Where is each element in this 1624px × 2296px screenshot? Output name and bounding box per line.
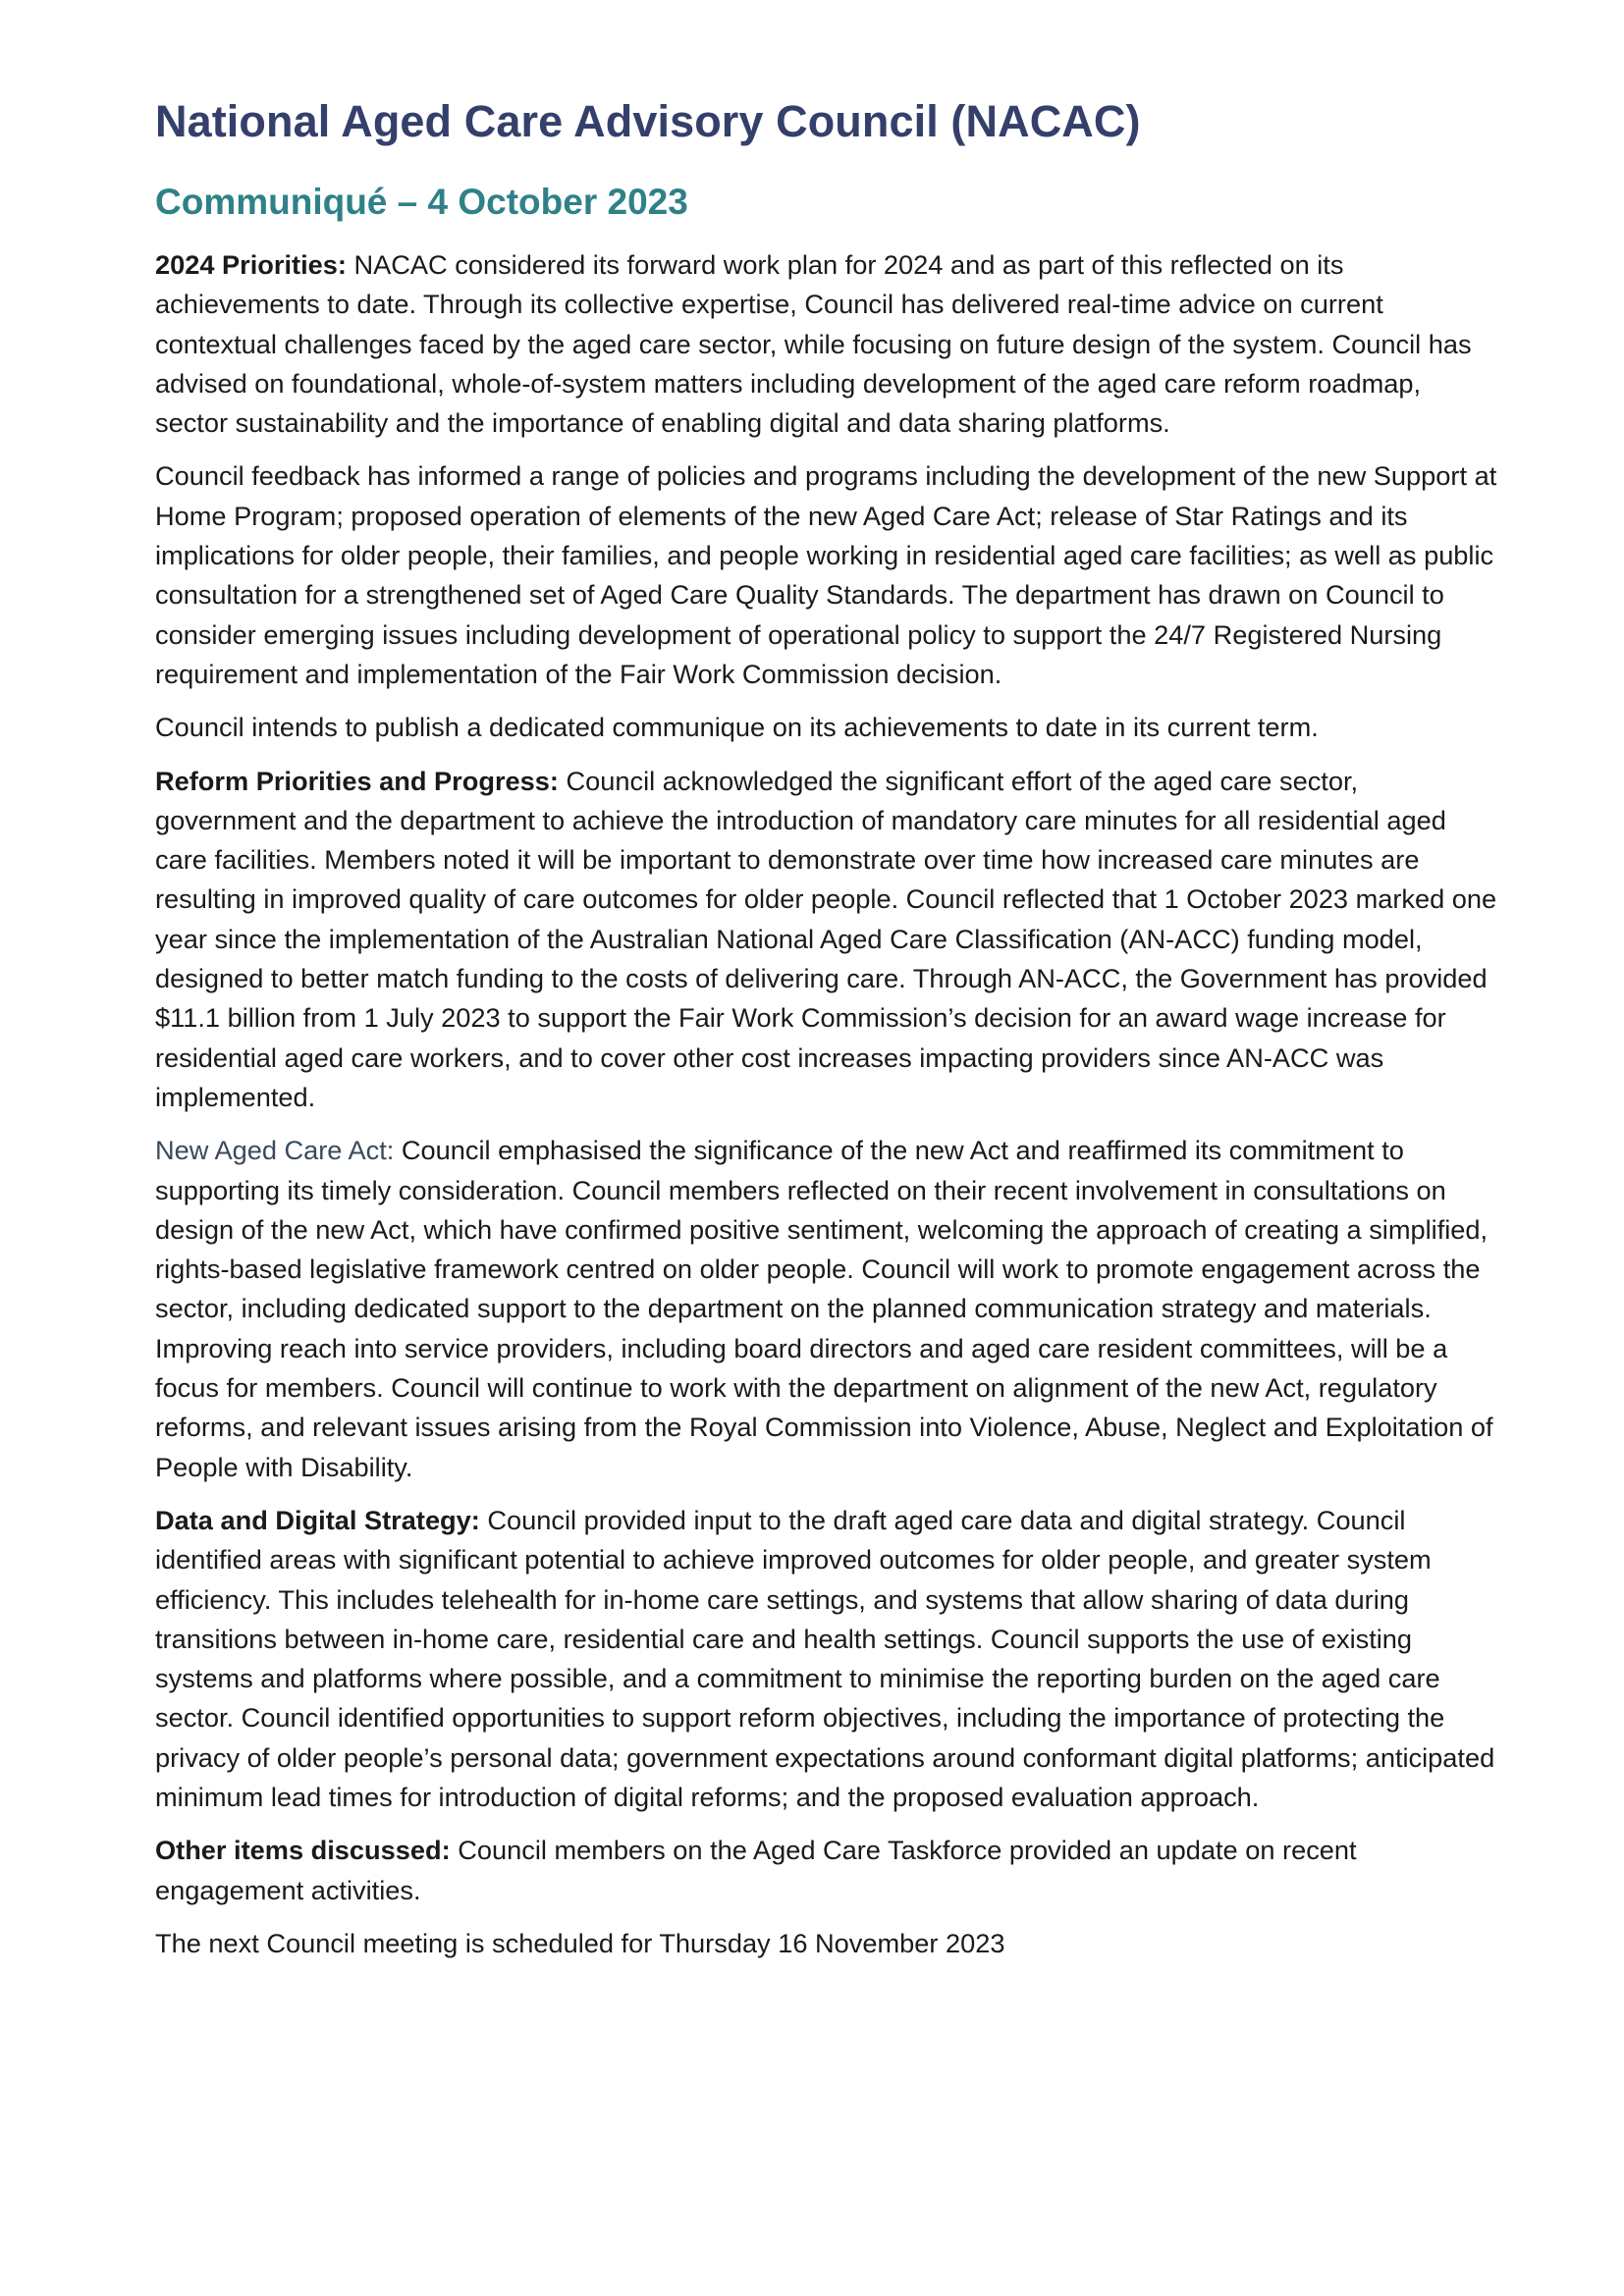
paragraph-other-items (155, 1831, 1500, 1910)
section-label-reform-priorities: Reform Priorities and Progress: (155, 765, 559, 796)
document-page (155, 92, 1500, 1963)
section-label-data-digital: Data and Digital Strategy: (155, 1504, 480, 1535)
section-text-council-feedback: Council feedback has informed a range of policies and programs including the development of the new Support at Home Program; proposed operation of elements of the new Aged Care Act; release of Star Ratings and its implications for older people, their families, and people working in residential aged care facilities; as well as public consultation for a strengthened set of Aged Care Quality Standards. The department has drawn on Council to consider emerging issues including development of operational policy to support the 24/7 Registered Nursing requirement and implementation of the Fair Work Commission decision. (155, 460, 1497, 689)
paragraph-reform-priorities (155, 762, 1500, 1118)
paragraph-communique-intent (155, 708, 1500, 747)
paragraph-2024-priorities (155, 245, 1500, 443)
section-text-new-aged-care-act: Council emphasised the significance of the new Act and reaffirmed its commitment to supporting its timely consideration. Council members reflected on their recent involvement in consultations on design of the new Act, which have confirmed positive sentiment, welcoming the approach of creating a simplified, rights-based legislative framework centred on older people. Council will work to promote engagement across the sector, including dedicated support to the department on the planned communication strategy and materials. Improving reach into service providers, including board directors and aged care resident committees, will be a focus for members. Council will continue to work with the department on alignment of the new Act, regulatory reforms, and relevant issues arising from the Royal Commission into Violence, Abuse, Neglect and Exploitation of People with Disability. (155, 1135, 1493, 1482)
section-label-other-items: Other items discussed: (155, 1835, 451, 1866)
page-subtitle: Communiqué – 4 October 2023 (155, 182, 688, 222)
section-text-next-meeting: The next Council meeting is scheduled for Thursday 16 November 2023 (155, 1927, 1005, 1958)
paragraph-new-aged-care-act (155, 1131, 1500, 1487)
section-text-communique-intent: Council intends to publish a dedicated communique on its achievements to date in its current term. (155, 712, 1319, 743)
section-text-reform-priorities: Council acknowledged the significant effort of the aged care sector, government and the department to achieve the introduction of mandatory care minutes for all residential aged care facilities. Members noted it will be important to demonstrate over time how increased care minutes are resulting in improved quality of care outcomes for older people. Council reflected that 1 October 2023 marked one year since the implementation of the Australian National Aged Care Classification (AN-ACC) funding model, designed to better match funding to the costs of delivering care. Through AN-ACC, the Government has provided $11.1 billion from 1 July 2023 to support the Fair Work Commission’s decision for an award wage increase for residential aged care workers, and to cover other cost increases impacting providers since AN-ACC was implemented. (155, 765, 1497, 1112)
section-label-2024-priorities: 2024 Priorities: (155, 249, 347, 280)
paragraph-next-meeting (155, 1924, 1500, 1963)
paragraph-data-digital (155, 1501, 1500, 1817)
section-label-new-aged-care-act: New Aged Care Act: (155, 1135, 395, 1166)
section-text-other-items: Council members on the Aged Care Taskforce provided an update on recent engagement activities. (155, 1835, 1357, 1905)
paragraph-council-feedback (155, 456, 1500, 694)
section-text-2024-priorities: NACAC considered its forward work plan for 2024 and as part of this reflected on its achievements to date. Through its collective expertise, Council has delivered real-time advice on current contextual challenges faced by the aged care sector, while focusing on future design of the system. Council has advised on foundational, whole-of-system matters including development of the aged care reform roadmap, sector sustainability and the importance of enabling digital and data sharing platforms. (155, 249, 1472, 439)
page-title: National Aged Care Advisory Council (NACAC) (155, 96, 1141, 146)
section-text-data-digital: Council provided input to the draft aged care data and digital strategy. Council identified areas with significant potential to achieve improved outcomes for older people, and greater system efficiency. This includes telehealth for in-home care settings, and systems that allow sharing of data during transitions between in-home care, residential care and health settings. Council supports the use of existing systems and platforms where possible, and a commitment to minimise the reporting burden on the aged care sector. Council identified opportunities to support reform objectives, including the importance of protecting the privacy of older people’s personal data; government expectations around conformant digital platforms; anticipated minimum lead times for introduction of digital reforms; and the proposed evaluation approach. (155, 1504, 1495, 1812)
